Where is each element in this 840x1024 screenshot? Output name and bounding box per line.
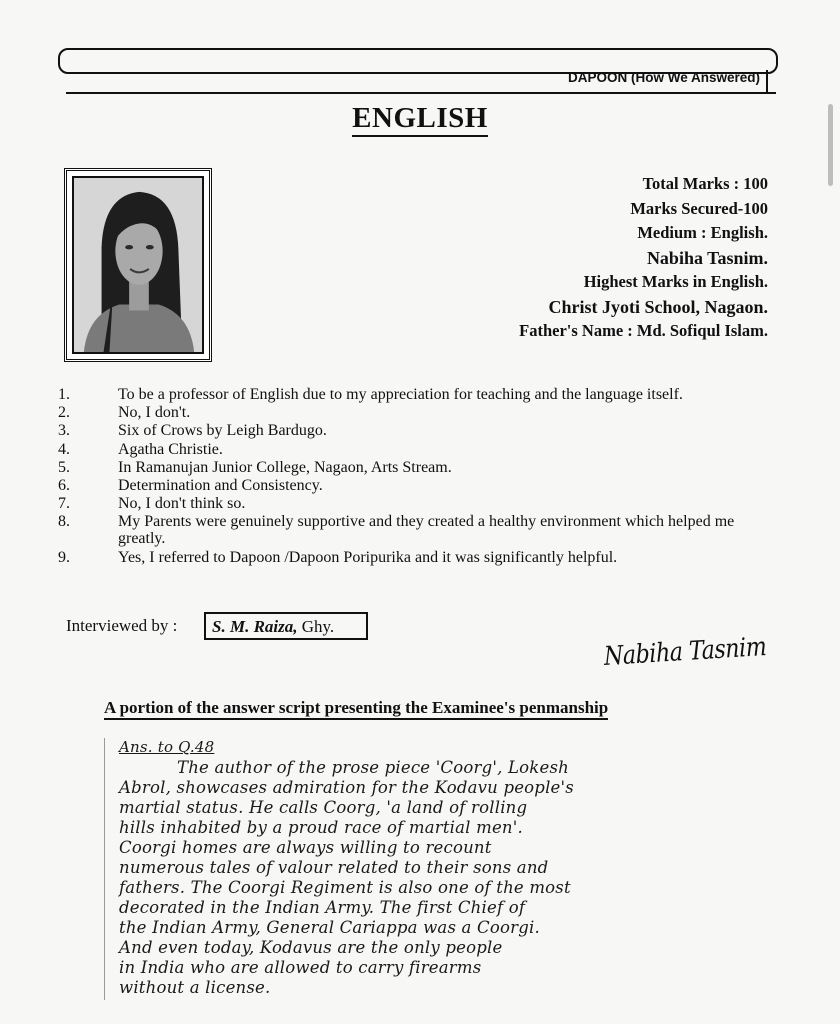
interviewer-name: S. M. Raiza, xyxy=(212,617,298,636)
interviewer-box xyxy=(204,612,368,640)
school-name: Christ Jyoti School, Nagaon. xyxy=(548,296,768,317)
script-line: The author of the prose piece 'Coorg', Lokesh xyxy=(177,758,569,777)
father-name: Father's Name : Md. Sofiqul Islam. xyxy=(519,321,768,340)
list-item: 5. In Ramanujan Junior College, Nagaon, Arts Stream. xyxy=(58,458,452,476)
list-item: 4. Agatha Christie. xyxy=(58,440,223,458)
student-photo-frame xyxy=(64,168,212,362)
header-divider-vertical xyxy=(766,70,768,94)
answers-list xyxy=(58,386,778,568)
marks-secured: Marks Secured-100 xyxy=(630,198,768,218)
medium: Medium : English. xyxy=(637,223,768,242)
list-item: 7. No, I don't think so. xyxy=(58,495,246,513)
script-line: the Indian Army, General Cariappa was a Coorgi. xyxy=(119,918,540,937)
script-line: Abrol, showcases admiration for the Kodavu people's xyxy=(119,778,574,797)
student-info xyxy=(519,172,768,344)
list-item: 2. No, I don't. xyxy=(58,404,191,422)
script-line: without a license. xyxy=(119,978,271,997)
list-item: 8. My Parents were genuinely supportive and they created a healthy environment which helped me greatly. xyxy=(58,513,735,548)
header-label: DAPOON (How We Answered) xyxy=(567,70,760,85)
highest-marks-note: Highest Marks in English. xyxy=(583,272,768,291)
script-line: martial status. He calls Coorg, 'a land of rolling xyxy=(119,798,528,817)
student-photo xyxy=(72,176,204,354)
total-marks: Total Marks : 100 xyxy=(642,174,768,193)
signature: Nabiha Tasnim xyxy=(603,632,767,672)
script-line: numerous tales of valour related to their sons and xyxy=(119,858,549,877)
script-line: And even today, Kodavus are the only people xyxy=(119,938,503,957)
scrollbar[interactable] xyxy=(828,104,833,186)
portion-heading: A portion of the answer script presenting the Examinee's penmanship xyxy=(104,698,608,720)
subject-title-text: ENGLISH xyxy=(352,102,488,137)
list-item: 1. To be a professor of English due to my appreciation for teaching and the language itself. xyxy=(58,386,683,403)
script-line: decorated in the Indian Army. The first Chief of xyxy=(119,898,526,917)
list-item: 3. Six of Crows by Leigh Bardugo. xyxy=(58,422,327,440)
interviewer-place: Ghy. xyxy=(301,617,335,636)
portrait-image xyxy=(74,178,202,352)
script-line: in India who are allowed to carry firearms xyxy=(119,958,482,977)
script-line: Coorgi homes are always willing to recount xyxy=(119,838,492,857)
header-divider xyxy=(66,92,776,94)
script-line: fathers. The Coorgi Regiment is also one of the most xyxy=(119,878,571,897)
script-heading: Ans. to Q.48 xyxy=(119,738,215,756)
list-item: 9. Yes, I referred to Dapoon /Dapoon Poripurika and it was significantly helpful. xyxy=(58,549,618,567)
script-line: hills inhabited by a proud race of martial men'. xyxy=(119,818,523,837)
answer-script xyxy=(104,738,768,1000)
subject-title xyxy=(0,102,840,135)
student-name: Nabiha Tasnim. xyxy=(646,247,768,268)
list-item: 6. Determination and Consistency. xyxy=(58,476,323,494)
interviewer-label: Interviewed by : xyxy=(66,616,178,635)
